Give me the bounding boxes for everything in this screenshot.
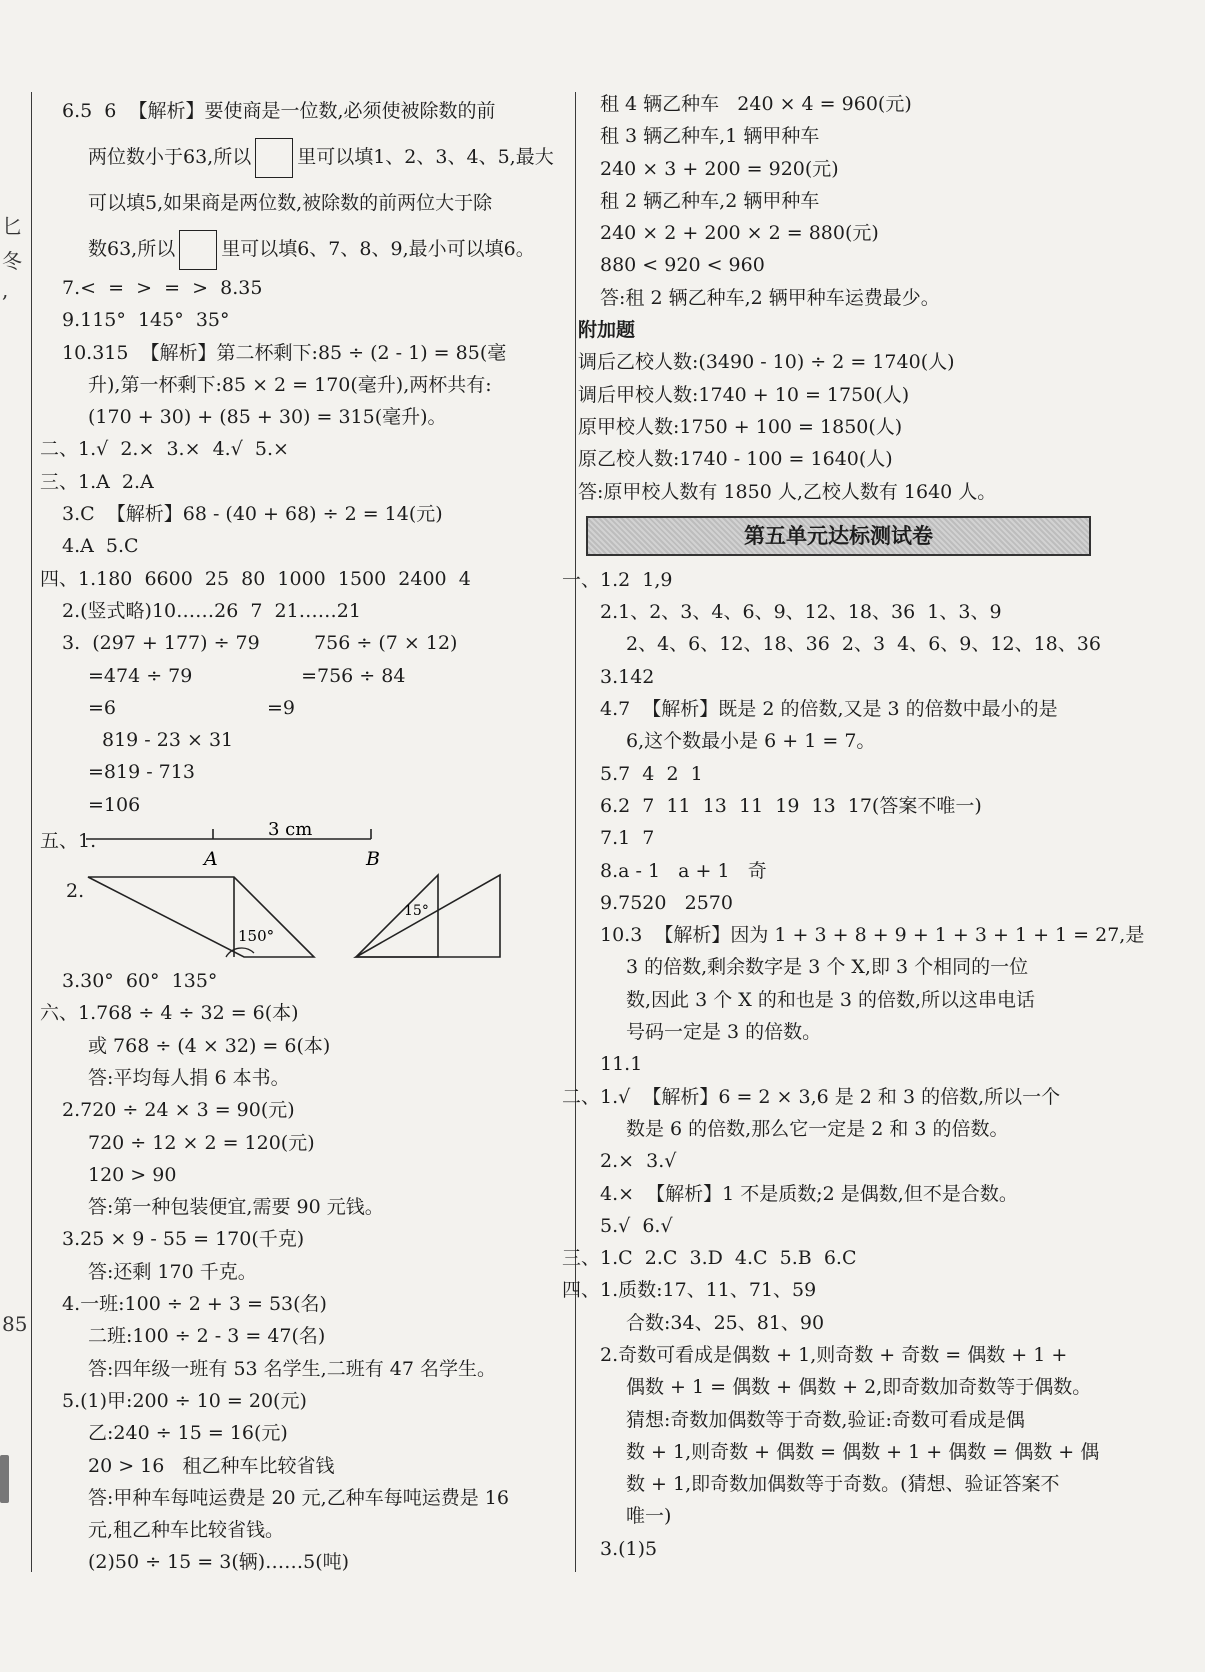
right-top-line-5: 240 × 2 + 200 × 2 = 880(元) — [600, 222, 879, 245]
column-divider — [575, 92, 576, 1572]
section-5-q2-label: 2. — [66, 880, 85, 903]
section-6-line-15: 20 > 16 租乙种车比较省钱 — [88, 1454, 335, 1477]
u5-line-17: 二、1.√ 【解析】6 = 2 × 3,6 是 2 和 3 的倍数,所以一个 — [562, 1085, 1061, 1108]
u5-line-26: 偶数 + 1 = 偶数 + 偶数 + 2,即奇数加奇数等于偶数。 — [626, 1376, 1092, 1399]
section-4-line-5: =6 =9 — [88, 696, 296, 719]
u5-line-7: 5.7 4 2 1 — [600, 762, 703, 785]
edge-fragment-1: 匕 — [2, 214, 22, 238]
section-4-line-4: =474 ÷ 79 =756 ÷ 84 — [88, 664, 406, 687]
extra-line-1: 调后乙校人数:(3490 - 10) ÷ 2 = 1740(人) — [578, 351, 955, 374]
right-top-line-4: 租 2 辆乙种车,2 辆甲种车 — [600, 189, 820, 212]
section-6-line-8: 3.25 × 9 - 55 = 170(千克) — [62, 1228, 305, 1251]
u5-line-2: 2.1、2、3、4、6、9、12、18、36 1、3、9 — [600, 601, 1002, 624]
u5-line-8: 6.2 7 11 13 11 19 13 17(答案不唯一) — [600, 794, 982, 817]
u5-line-22: 三、1.C 2.C 3.D 4.C 5.B 6.C — [562, 1247, 857, 1270]
left-column — [40, 88, 562, 1579]
q10-line-1: 10.315 【解析】第二杯剩下:85 ÷ (2 - 1) = 85(毫 — [62, 341, 507, 364]
section-6-line-13: 5.(1)甲:200 ÷ 10 = 20(元) — [62, 1389, 307, 1412]
u5-line-30: 唯一) — [626, 1505, 672, 1528]
right-top-line-3: 240 × 3 + 200 = 920(元) — [600, 157, 839, 180]
u5-line-29: 数 + 1,即奇数加偶数等于奇数。(猜想、验证答案不 — [626, 1473, 1060, 1496]
u5-line-13: 3 的倍数,剩余数字是 3 个 X,即 3 个相同的一位 — [626, 956, 1029, 979]
u5-line-18: 数是 6 的倍数,那么它一定是 2 和 3 的倍数。 — [626, 1117, 1009, 1140]
u5-line-27: 猜想:奇数加偶数等于奇数,验证:奇数可看成是偶 — [626, 1408, 1025, 1431]
section-4-line-6: 819 - 23 × 31 — [102, 729, 234, 752]
section-6-line-1: 六、1.768 ÷ 4 ÷ 32 = 6(本) — [40, 1002, 299, 1025]
right-top-line-1: 租 4 辆乙种车 240 × 4 = 960(元) — [600, 93, 912, 115]
edge-tab — [0, 1455, 9, 1503]
section-6-line-6: 120 > 90 — [88, 1163, 177, 1186]
u5-line-31: 3.(1)5 — [600, 1537, 658, 1560]
u5-line-14: 数,因此 3 个 X 的和也是 3 的倍数,所以这串电话 — [626, 988, 1036, 1011]
section-6-line-9: 答:还剩 170 千克。 — [88, 1260, 257, 1283]
section-6-line-17: 元,租乙种车比较省钱。 — [88, 1519, 285, 1542]
u5-line-12: 10.3 【解析】因为 1 + 3 + 8 + 9 + 1 + 3 + 1 + 1 = 27,是 — [600, 924, 1145, 947]
q6-line-3: 可以填5,如果商是两位数,被除数的前两位大于除 — [88, 192, 493, 214]
blank-box — [179, 230, 217, 270]
u5-line-1: 一、1.2 1,9 — [562, 568, 673, 591]
q10-line-2: 升),第一杯剩下:85 × 2 = 170(毫升),两杯共有: — [88, 373, 492, 396]
section-6-line-7: 答:第一种包装便宜,需要 90 元钱。 — [88, 1196, 384, 1219]
section-5-label: 五、1. — [40, 830, 97, 853]
right-top-line-2: 租 3 辆乙种车,1 辆甲种车 — [600, 125, 820, 148]
right-top-line-7: 答:租 2 辆乙种车,2 辆甲种车运费最少。 — [600, 286, 940, 309]
u5-line-9: 7.1 7 — [600, 827, 655, 850]
u5-line-11: 9.7520 2570 — [600, 891, 733, 914]
section-6-line-11: 二班:100 ÷ 2 - 3 = 47(名) — [88, 1325, 326, 1348]
extra-line-2: 调后甲校人数:1740 + 10 = 1750(人) — [578, 383, 910, 406]
q6-text: 里可以填6、7、8、9,最小可以填6。 — [221, 238, 535, 260]
obtuse-triangle — [88, 877, 314, 957]
blank-box — [255, 138, 293, 178]
section-6-line-4: 2.720 ÷ 24 × 3 = 90(元) — [62, 1099, 295, 1122]
angle-15-label: 15° — [404, 903, 429, 920]
segment-ab-svg — [86, 821, 406, 869]
u5-line-20: 4.× 【解析】1 不是质数;2 是偶数,但不是合数。 — [600, 1182, 1018, 1205]
section-6-line-5: 720 ÷ 12 × 2 = 120(元) — [88, 1131, 315, 1154]
u5-line-3: 2、4、6、12、18、36 2、3 4、6、9、12、18、36 — [626, 633, 1101, 656]
q6-line-4 — [62, 226, 562, 272]
u5-line-19: 2.× 3.√ — [600, 1150, 677, 1173]
edge-page-number: 85 — [2, 1312, 28, 1336]
angle-figure — [62, 869, 562, 965]
u5-line-16: 11.1 — [600, 1053, 643, 1076]
u5-line-28: 数 + 1,则奇数 + 偶数 = 偶数 + 1 + 偶数 = 偶数 + 偶 — [626, 1440, 1100, 1463]
u5-line-4: 3.142 — [600, 665, 655, 688]
point-b-label: B — [366, 848, 380, 870]
q9-line: 9.115° 145° 35° — [62, 309, 230, 332]
angle-drawing-svg — [86, 869, 536, 965]
q6-line-1: 6.5 6 【解析】要使商是一位数,必须使被除数的前 — [62, 100, 496, 122]
angle-150-label: 150° — [238, 927, 275, 946]
section-3-line-2: 3.C 【解析】68 - (40 + 68) ÷ 2 = 14(元) — [62, 503, 443, 526]
section-6-line-14: 乙:240 ÷ 15 = 16(元) — [88, 1422, 288, 1445]
u5-line-24: 合数:34、25、81、90 — [626, 1311, 825, 1334]
section-6-line-12: 答:四年级一班有 53 名学生,二班有 47 名学生。 — [88, 1357, 496, 1380]
q7-line: 7.< = > = > 8.35 — [62, 277, 263, 299]
u5-line-25: 2.奇数可看成是偶数 + 1,则奇数 + 奇数 = 偶数 + 1 + — [600, 1343, 1068, 1366]
point-a-label: A — [204, 848, 218, 870]
extra-line-5: 答:原甲校人数有 1850 人,乙校人数有 1640 人。 — [578, 480, 997, 503]
u5-line-23: 四、1.质数:17、11、71、59 — [562, 1279, 817, 1302]
section-6-line-2: 或 768 ÷ (4 × 32) = 6(本) — [88, 1034, 331, 1057]
right-column — [562, 88, 1145, 1565]
u5-line-6: 6,这个数最小是 6 + 1 = 7。 — [626, 730, 876, 753]
section-6-line-16: 答:甲种车每吨运费是 20 元,乙种车每吨运费是 16 — [88, 1486, 509, 1509]
q6-text: 里可以填1、2、3、4、5,最大 — [297, 146, 554, 168]
left-margin-rule — [31, 92, 32, 1572]
segment-figure — [40, 821, 562, 870]
q6-text: 两位数小于63,所以 — [88, 146, 252, 168]
u5-line-10: 8.a - 1 a + 1 奇 — [600, 859, 767, 882]
section-4-line-7: =819 - 713 — [88, 761, 195, 784]
section-2-line: 二、1.√ 2.× 3.× 4.√ 5.× — [40, 438, 289, 461]
q10-line-3: (170 + 30) + (85 + 30) = 315(毫升)。 — [88, 406, 447, 429]
section-6-line-3: 答:平均每人捐 6 本书。 — [88, 1066, 290, 1089]
extra-line-3: 原甲校人数:1750 + 100 = 1850(人) — [578, 415, 903, 438]
section-6-line-10: 4.一班:100 ÷ 2 + 3 = 53(名) — [62, 1293, 327, 1316]
u5-line-15: 号码一定是 3 的倍数。 — [626, 1021, 822, 1044]
section-3-line-3: 4.A 5.C — [62, 535, 139, 558]
extra-line-4: 原乙校人数:1740 - 100 = 1640(人) — [578, 448, 893, 471]
section-3-line-1: 三、1.A 2.A — [40, 470, 154, 493]
section-4-line-2: 2.(竖式略)10……26 7 21……21 — [62, 599, 361, 622]
right-top-line-6: 880 < 920 < 960 — [600, 254, 765, 277]
section-4-line-3: 3. (297 + 177) ÷ 79 756 ÷ (7 × 12) — [62, 632, 458, 655]
section-4-line-1: 四、1.180 6600 25 80 1000 1500 2400 4 — [40, 567, 471, 590]
unit-5-banner: 第五单元达标测试卷 — [586, 516, 1091, 556]
q6-text: 数63,所以 — [88, 238, 176, 260]
section-5-line-3: 3.30° 60° 135° — [62, 970, 218, 993]
edge-fragment-2: 冬 — [2, 249, 22, 273]
q6-line-2 — [62, 134, 562, 180]
section-4-line-8: =106 — [88, 793, 141, 816]
extra-title: 附加题 — [578, 319, 636, 342]
segment-length-label: 3 cm — [268, 821, 313, 841]
u5-line-21: 5.√ 6.√ — [600, 1214, 673, 1237]
section-6-line-18: (2)50 ÷ 15 = 3(辆)……5(吨) — [88, 1551, 350, 1574]
u5-line-5: 4.7 【解析】既是 2 的倍数,又是 3 的倍数中最小的是 — [600, 698, 1058, 721]
edge-fragment-3: , — [2, 278, 9, 302]
